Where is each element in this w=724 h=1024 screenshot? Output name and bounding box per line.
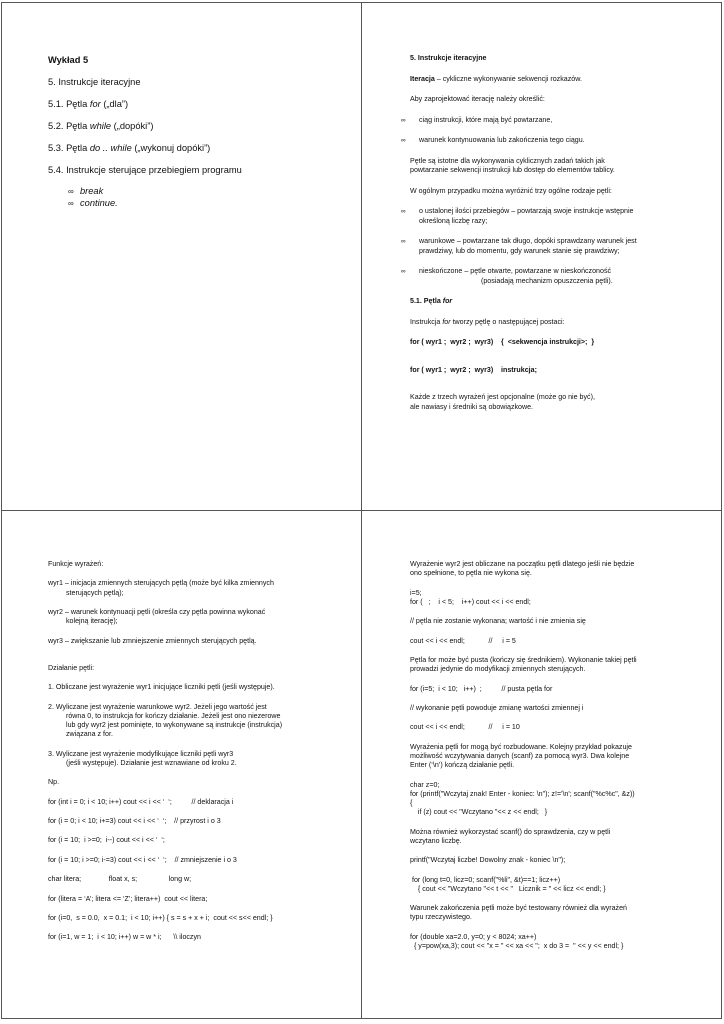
- code-line: cout << i << endl; // i = 10: [410, 723, 520, 732]
- paragraph: W ogólnym przypadku można wyróżnić trzy ogólne rodzaje pętli:: [410, 186, 612, 195]
- section-heading: 5. Instrukcje iteracyjne: [410, 54, 487, 62]
- step-item: 2. Wyliczane jest wyrażenie warunkowe wyr2. Jeżeli jego wartość jest równa 0, to instrukcja for kończy działanie. Jeżeli jest ono niezerowe lub gdy wyr2 jest pominięte, to wykonywane są instrukcje (instrukcja) związana z for.: [48, 702, 283, 739]
- code-comment: // pętla nie zostanie wykonana; wartość i nie zmienia się: [410, 617, 586, 626]
- code-line: for (i = 0; i < 10; i+=3) cout << i << ‘ ‘; // przyrost i o 3: [48, 816, 221, 825]
- code-line: for (i=5; i < 10; i++) ; // pusta pętla for: [410, 684, 553, 693]
- paragraph: Pętle są istotne dla wykonywania cyklicznych zadań takich jak powtarzanie sekwencji instrukcji lub dostęp do elementów tablicy.: [410, 156, 615, 174]
- infinity-bullet-icon: ∞: [68, 198, 74, 208]
- bullet-item: ∞ warunek kontynuowania lub zakończenia tego ciągu.: [401, 136, 585, 144]
- paragraph: Pętla for może być pusta (kończy się średnikiem). Wykonanie takiej pętli prowadzi jedynie do modyfikacji zmiennych sterujących.: [410, 655, 637, 674]
- step-item: 1. Obliczane jest wyrażenie wyr1 inicjujące liczniki pętli (jeśli występuje).: [48, 683, 275, 692]
- horizontal-divider: [1, 510, 722, 511]
- definition: Iteracja – cykliczne wykonywanie sekwencji rozkazów.: [410, 74, 582, 83]
- paragraph: Np.: [48, 778, 60, 787]
- toc-item: 5.1. Pętla for („dla”): [48, 99, 129, 109]
- infinity-bullet-icon: ∞: [401, 208, 406, 215]
- subsection-heading: 5.1. Pętla for: [410, 297, 453, 305]
- paragraph: Działanie pętli:: [48, 663, 95, 672]
- slide-1: [48, 54, 348, 209]
- code-block: char z=0; for (printf("Wczytaj znak! Enter - koniec: \n"); z!='\n'; scanf("%c%c", &z)) { if (z) cout << "Wczytano "<< z << endl; }: [410, 780, 635, 817]
- infinity-bullet-icon: ∞: [68, 187, 74, 196]
- code-block: for (long t=0, licz=0; scanf("%li", &t)==1; licz++) { cout << "Wczytano "<< t << " Licznik = " << licz << endl; }: [410, 875, 606, 893]
- paragraph: wyr1 – inicjacja zmiennych sterujących pętlą (może być kilka zmiennych sterujących pętlą);: [48, 579, 274, 597]
- toc-item: 5.4. Instrukcje sterujące przebiegiem programu: [48, 165, 242, 175]
- paragraph: Warunek zakończenia pętli może być testowany również dla wyrażeń typu rzeczywistego.: [410, 904, 627, 922]
- slide-3: [48, 560, 348, 953]
- code-line: for (i=0, s = 0.0, x = 0.1; i < 10; i++) { s = s + x + i; cout << s<< endl; }: [48, 913, 273, 922]
- toc-item: 5.2. Pętla while („dopóki”): [48, 121, 154, 131]
- bullet-item: ∞ continue.: [68, 197, 118, 208]
- step-item: 3. Wyliczane jest wyrażenie modyfikujące liczniki pętli wyr3 (jeśli występuje). Działanie jest wznawiane od kroku 2.: [48, 749, 237, 767]
- code-line: for (i = 10; i >=0; i--) cout << i << ‘ ‘;: [48, 836, 165, 845]
- paragraph: Wyrażenie wyr2 jest obliczane na początku pętli dlatego jeśli nie będzie ono spełnione, to pętla nie wykona się.: [410, 560, 635, 578]
- infinity-bullet-icon: ∞: [401, 238, 406, 245]
- bullet-item: ∞ nieskończone – pętle otwarte, powtarzane w nieskończoność (posiadają mechanizm opuszczenia pętli).: [401, 267, 613, 285]
- paragraph: Funkcje wyrażeń:: [48, 560, 104, 568]
- paragraph: Każde z trzech wyrażeń jest opcjonalne (może go nie być), ale nawiasy i średniki są obowiązkowe.: [410, 393, 595, 411]
- code-line: for (litera = ‘A’; litera <= ‘Z’; litera++) cout << litera;: [48, 894, 208, 903]
- infinity-bullet-icon: ∞: [401, 137, 406, 144]
- paragraph: Aby zaprojektować iterację należy określić:: [410, 95, 545, 103]
- infinity-bullet-icon: ∞: [401, 268, 406, 275]
- code-line: for (i=1, w = 1; i < 10; i++) w = w * i; \\ iloczyn: [48, 933, 201, 942]
- code-line: char litera; float x, s; long w;: [48, 875, 192, 884]
- toc-item: 5. Instrukcje iteracyjne: [48, 77, 141, 87]
- syntax-line: for ( wyr1 ; wyr2 ; wyr3) { <sekwencja instrukcji>; }: [410, 338, 595, 346]
- paragraph: Instrukcja for tworzy pętlę o następującej postaci:: [410, 317, 565, 326]
- paragraph: wyr2 – warunek kontynuacji pętli (określa czy pętla powinna wykonać kolejną iterację);: [48, 607, 266, 626]
- paragraph: wyr3 – zwiększanie lub zmniejszenie zmiennych sterujących pętlą.: [48, 636, 257, 645]
- code-block: i=5; for ( ; i < 5; i++) cout << i << endl;: [410, 588, 531, 606]
- bullet-item: ∞ break: [68, 186, 104, 196]
- bullet-item: ∞ warunkowe – powtarzane tak długo, dopóki sprawdzany warunek jest prawdziwy, lub do momentu, gdy warunek stanie się prawdziwy;: [401, 237, 637, 255]
- code-line: printf("Wczytaj liczbe! Dowolny znak - koniec \n");: [410, 856, 566, 865]
- code-line: cout << i << endl; // i = 5: [410, 636, 516, 645]
- infinity-bullet-icon: ∞: [401, 116, 406, 124]
- code-block: for (double xa=2.0, y=0; y < 8024; xa++) { y=pow(xa,3); cout << "x = " << xa << "; x do 3 = " << y << endl; }: [410, 932, 624, 950]
- toc-item: 5.3. Pętla do .. while („wykonuj dopóki”): [48, 143, 211, 153]
- paragraph: Można również wykorzystać scanf() do sprawdzenia, czy w pętli wczytano liczbę.: [410, 827, 611, 845]
- code-line: for (int i = 0; i < 10; i++) cout << i << ‘ ‘; // deklaracja i: [48, 797, 234, 806]
- slide-4: [410, 560, 710, 961]
- bullet-item: ∞ ciąg instrukcji, które mają być powtarzane,: [401, 115, 553, 124]
- bullet-item: ∞ o ustalonej ilości przebiegów – powtarzają swoje instrukcje wstępnie określoną liczbę razy;: [401, 207, 634, 225]
- code-comment: // wykonanie pętli powoduje zmianę wartości zmiennej i: [410, 703, 584, 712]
- paragraph: Wyrażenia pętli for mogą być rozbudowane. Kolejny przykład pokazuje możliwość wczytywania danych (scanf) za pomocą wyr3. Dwa kolejne Enter (‘\n’) kończą działanie pętli.: [410, 742, 632, 770]
- slide-2: [401, 54, 710, 423]
- slide-title: Wykład 5: [48, 55, 89, 65]
- syntax-line: for ( wyr1 ; wyr2 ; wyr3) instrukcja;: [410, 365, 537, 374]
- code-line: for (i = 10; i >=0; i-=3) cout << i << ‘ ‘; // zmniejszenie i o 3: [48, 855, 237, 864]
